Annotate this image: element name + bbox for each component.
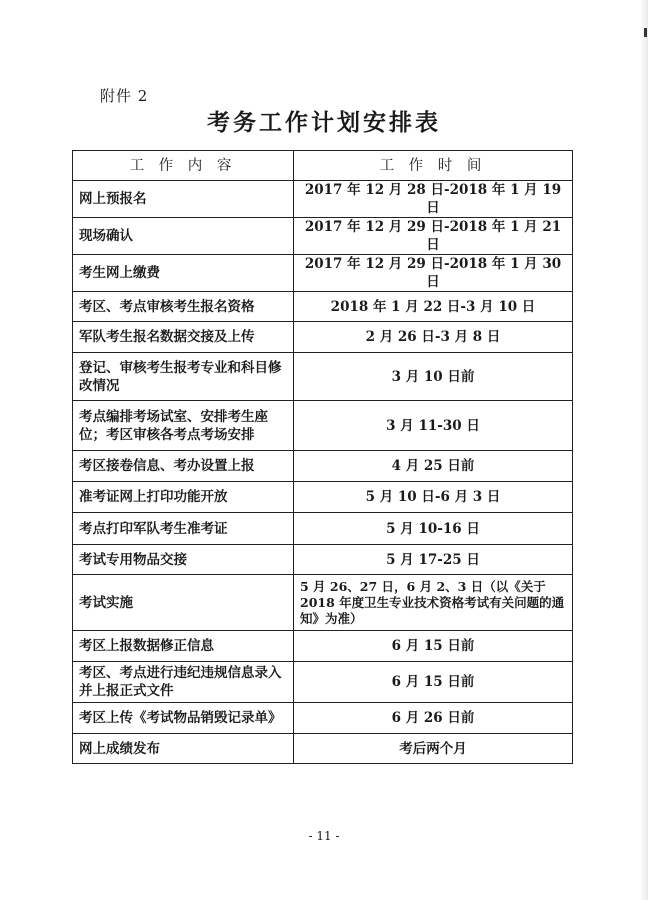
time-cell: 2018 年 1 月 22 日-3 月 10 日: [294, 292, 573, 322]
table-header-row: [73, 151, 573, 181]
table-row: [73, 734, 573, 764]
attachment-label: 附件 2: [100, 87, 149, 105]
table-row: [73, 451, 573, 482]
time-cell: 2017 年 12 月 29 日-2018 年 1 月 21 日: [294, 218, 573, 255]
table-row: [73, 218, 573, 255]
table-row: [73, 401, 573, 451]
edge-mark: [644, 28, 647, 37]
time-cell: 5 月 26、27 日，6 月 2、3 日（以《关于2018 年度卫生专业技术资格考试有关问题的通知》为准）: [294, 575, 573, 631]
time-cell: 3 月 10 日前: [294, 353, 573, 401]
table-row: [73, 292, 573, 322]
task-cell: 考区上传《考试物品销毁记录单》: [73, 703, 294, 734]
time-cell: 2 月 26 日-3 月 8 日: [294, 322, 573, 353]
task-cell: 考试实施: [73, 575, 294, 631]
task-cell: 登记、审核考生报考专业和科目修改情况: [73, 353, 294, 401]
task-cell: 准考证网上打印功能开放: [73, 482, 294, 513]
table-row: [73, 575, 573, 631]
table-row: [73, 662, 573, 703]
task-cell: 网上预报名: [73, 181, 294, 218]
task-cell: 现场确认: [73, 218, 294, 255]
table-row: [73, 353, 573, 401]
table-row: [73, 322, 573, 353]
page-number: - 11 -: [308, 829, 340, 843]
time-cell: 6 月 15 日前: [294, 631, 573, 662]
time-cell: 5 月 10 日-6 月 3 日: [294, 482, 573, 513]
task-cell: 考区接卷信息、考办设置上报: [73, 451, 294, 482]
table-row: [73, 181, 573, 218]
time-cell: 考后两个月: [294, 734, 573, 764]
header-task: 工 作 内 容: [73, 151, 294, 181]
task-cell: 军队考生报名数据交接及上传: [73, 322, 294, 353]
task-cell: 考试专用物品交接: [73, 545, 294, 575]
time-cell: 6 月 15 日前: [294, 662, 573, 703]
task-cell: 考区、考点进行违纪违规信息录入并上报正式文件: [73, 662, 294, 703]
table-row: [73, 631, 573, 662]
table-row: [73, 545, 573, 575]
task-cell: 网上成绩发布: [73, 734, 294, 764]
time-cell: 4 月 25 日前: [294, 451, 573, 482]
time-cell: 2017 年 12 月 29 日-2018 年 1 月 30 日: [294, 255, 573, 292]
time-cell: 2017 年 12 月 28 日-2018 年 1 月 19 日: [294, 181, 573, 218]
table-row: [73, 482, 573, 513]
header-time: 工 作 时 间: [294, 151, 573, 181]
task-cell: 考区、考点审核考生报名资格: [73, 292, 294, 322]
table-row: [73, 513, 573, 545]
task-cell: 考生网上缴费: [73, 255, 294, 292]
task-cell: 考区上报数据修正信息: [73, 631, 294, 662]
time-cell: 6 月 26 日前: [294, 703, 573, 734]
table-row: [73, 703, 573, 734]
schedule-table: [72, 150, 573, 764]
time-cell: 5 月 17-25 日: [294, 545, 573, 575]
task-cell: 考点编排考场试室、安排考生座位；考区审核各考点考场安排: [73, 401, 294, 451]
time-cell: 5 月 10-16 日: [294, 513, 573, 545]
table-row: [73, 255, 573, 292]
time-cell: 3 月 11-30 日: [294, 401, 573, 451]
page-title: 考务工作计划安排表: [207, 109, 441, 136]
task-cell: 考点打印军队考生准考证: [73, 513, 294, 545]
